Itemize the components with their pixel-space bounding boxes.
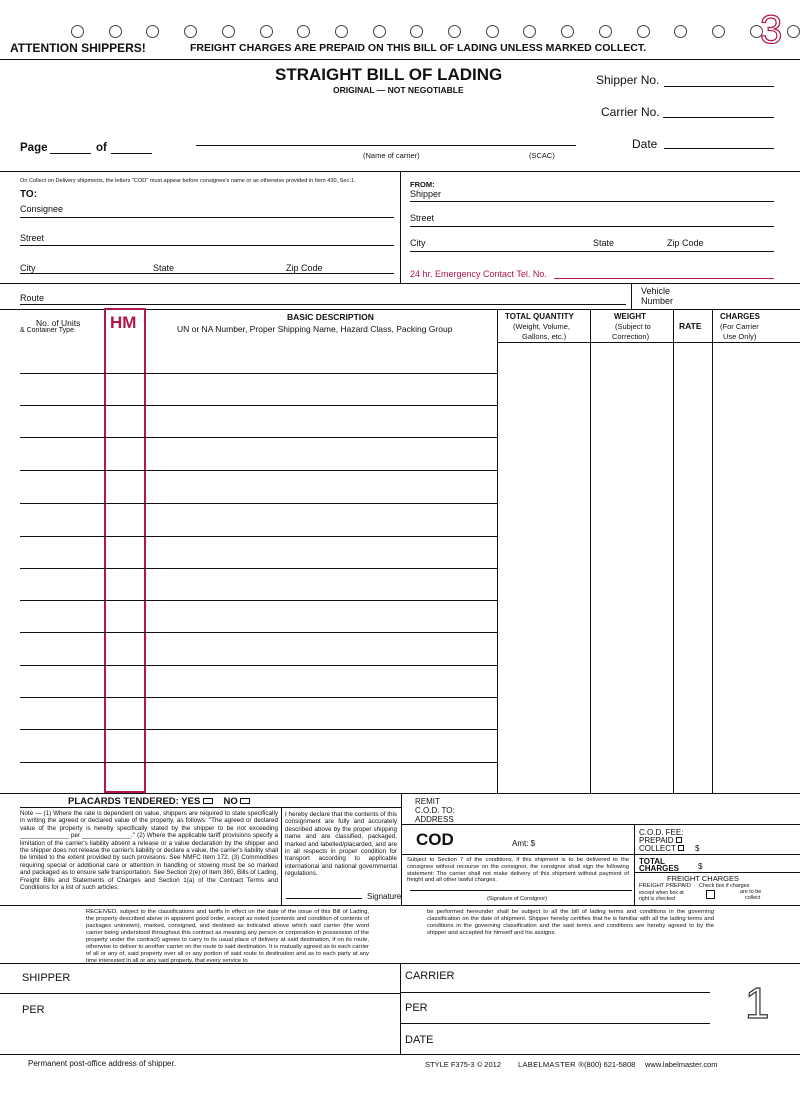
units-header-2: & Container Type <box>20 327 74 334</box>
page-field[interactable] <box>50 153 91 154</box>
total-label: TOTAL <box>639 857 665 866</box>
row-rule <box>146 697 497 698</box>
signature-field[interactable] <box>286 898 362 899</box>
row-rule <box>146 600 497 601</box>
row-rule <box>20 665 104 666</box>
col-divider-charges <box>712 309 713 793</box>
footer-brand: LABELMASTER ® <box>518 1060 585 1069</box>
carrier-signature-label: CARRIER <box>405 970 455 982</box>
prepaid-text: PREPAID <box>639 836 674 845</box>
scac-caption: (SCAC) <box>529 151 555 160</box>
row-rule <box>20 632 104 633</box>
footer-phone: (800) 621-5808 <box>584 1060 636 1069</box>
emergency-contact-label: 24 hr. Emergency Contact Tel. No. <box>410 269 547 279</box>
to-zip-label: Zip Code <box>286 263 323 273</box>
weight-header-3: Correction) <box>612 332 650 341</box>
table-bottom-rule <box>0 793 800 794</box>
shipper-signature-field[interactable] <box>0 993 400 994</box>
carrier-signature-field[interactable] <box>400 992 710 993</box>
row-rule <box>20 536 104 537</box>
header-rule <box>0 59 800 60</box>
vehicle-label: Vehicle <box>641 286 671 296</box>
carrier-per-field[interactable] <box>400 1023 710 1024</box>
vehicle-divider <box>631 283 632 309</box>
binder-hole <box>561 25 574 38</box>
from-street-field[interactable] <box>410 226 774 227</box>
to-street-label: Street <box>20 233 45 243</box>
row-rule <box>20 405 104 406</box>
hm-row-rule <box>104 373 146 374</box>
of-label: of <box>96 142 107 154</box>
binder-hole <box>373 25 386 38</box>
row-rule <box>146 729 497 730</box>
rate-header: RATE <box>679 321 702 331</box>
to-state-label: State <box>153 263 175 273</box>
fee-bottom-rule <box>634 854 800 855</box>
row-rule <box>20 470 104 471</box>
date-field[interactable] <box>664 148 774 149</box>
cod-fee-label: C.O.D. FEE: <box>639 828 684 837</box>
consignee-label: Consignee <box>20 204 64 214</box>
to-city-field[interactable] <box>20 273 394 274</box>
charges-header-2: (For Carrier <box>720 322 759 331</box>
col-divider-rate <box>673 309 674 793</box>
binder-hole <box>335 25 348 38</box>
hm-row-rule <box>104 665 146 666</box>
bottom-divider-2 <box>281 807 282 905</box>
to-city-label: City <box>20 263 36 273</box>
row-rule <box>146 437 497 438</box>
hm-column <box>104 308 146 793</box>
date-label: Date <box>632 137 658 151</box>
received-terms-right: be performed hereunder shall be subject to all the bill of lading terms and conditions in the governing classification on the date of shipment. Shipper hereby certifies that he is familiar with all the lading terms and conditions in the governing classification and the said terms and conditions are hereby agreed to by the shipper and accepted for himself and his assigns. <box>427 909 714 936</box>
quantity-header: TOTAL QUANTITY <box>505 312 574 321</box>
charges-header-3: Use Only) <box>723 332 757 341</box>
hm-row-rule <box>104 536 146 537</box>
binder-hole <box>486 25 499 38</box>
attention-shippers: ATTENTION SHIPPERS! <box>10 41 146 55</box>
row-rule <box>146 632 497 633</box>
shipper-signature-label: SHIPPER <box>22 972 71 984</box>
value-note: Note — (1) Where the rate is dependent on value, shippers are required to state specifically in writing the agreed or declared value of the property, as follows: "The agreed or declared value of the property is hereby specifically stated by the shipper to be not exceeding ______________ per ______________." (2) Where the applicable tariff provisions specify a limitation of the carrier's liability absent a release or a value declaration by the shipper and the shipper does not release the carrier's liability or declare a value, the carrier's liability shall be limited to the extent provided by such provisions. See NMFC Item 172. (3) Commodities requiring special or additional care or attention in handling or stowing must be so marked and packaged as to ensure safe transportation. See Section 2(e) of Item 360, Bills of Lading, Freight Bills and Statements of Charges and Section 1(a) of the Contract Terms and Conditions for a list of such articles. <box>20 810 278 892</box>
consignor-signature-caption: (Signature of Consignor) <box>487 896 547 902</box>
freight-prepaid-label: FREIGHT PREPAID <box>639 883 691 889</box>
from-city-label: City <box>410 238 426 248</box>
section7-statement: Subject to Section 7 of the conditions, if this shipment is to be delivered to the consignee without recourse on the consignor, the consignor shall sign the following statement: The carrier shall not make delivery of this shipment without payment of freight and all other lawful charges. <box>407 857 629 884</box>
check-box-note-2: are to be <box>740 889 762 895</box>
footer-address-note: Permanent post-office address of shipper. <box>28 1059 176 1068</box>
from-state-label: State <box>593 238 615 248</box>
to-street-field[interactable] <box>20 245 394 246</box>
row-rule <box>20 697 104 698</box>
col-divider-weight <box>590 309 591 793</box>
units-header: No. of Units <box>36 318 81 328</box>
name-of-carrier-caption: (Name of carrier) <box>363 151 420 160</box>
description-header: BASIC DESCRIPTION <box>287 312 374 322</box>
placards-rule <box>20 807 401 808</box>
row-rule <box>20 568 104 569</box>
received-terms-left: RECEIVED, subject to the classifications and tariffs in effect on the date of the issue of this Bill of Lading, the property described above in apparent good order, except as noted (contents and condition of contents of packages unknown), marked, consigned, and destined as indicated above which said carrier (the word carrier being understood throughout this contract as meaning any person or corporation in possession of the property under the contract) agrees to carry to its usual place of delivery at said destination, if on its route, otherwise to deliver to another carrier on the route to said destination. It is mutually agreed as to each carrier of all or any of, said property over all or any portion of said route to destination and as to each party at any time interested in all or any said property, that every service to <box>86 909 369 964</box>
collect-option <box>639 844 700 853</box>
copy-number-3: 3 <box>760 8 783 52</box>
check-box-note-1: Check box if charges <box>699 883 750 889</box>
weight-header-2: (Subject to <box>615 322 651 331</box>
page-label: Page <box>20 142 48 154</box>
route-field[interactable] <box>20 304 626 305</box>
bottom-divider-1 <box>401 793 402 905</box>
cod-fee-divider <box>634 824 635 905</box>
signature-label: Signature <box>367 892 402 901</box>
hm-row-rule <box>104 697 146 698</box>
row-rule <box>20 600 104 601</box>
placards-label <box>68 796 250 807</box>
placards-yes-text: PLACARDS TENDERED: YES <box>68 796 201 807</box>
shipper-per-label: PER <box>22 1004 45 1016</box>
hm-row-rule <box>104 600 146 601</box>
route-label: Route <box>20 293 45 303</box>
hm-row-rule <box>104 762 146 763</box>
remit-label: REMIT <box>415 797 440 806</box>
to-label: TO: <box>20 189 38 200</box>
description-header-2: UN or NA Number, Proper Shipping Name, Hazard Class, Packing Group <box>177 324 453 334</box>
shipper-field[interactable] <box>410 201 774 202</box>
from-zip-label: Zip Code <box>667 238 704 248</box>
hm-row-rule <box>104 632 146 633</box>
carrier-no-label: Carrier No. <box>601 105 660 119</box>
page-title: STRAIGHT BILL OF LADING <box>275 65 503 84</box>
cod-note: On Collect on Delivery shipments, the letters "COD" must appear before consignee's name or as otherwise provided in Item 430, Sec.1. <box>20 178 356 184</box>
prepaid-notice: FREIGHT CHARGES ARE PREPAID ON THIS BILL OF LADING UNLESS MARKED COLLECT. <box>190 42 646 54</box>
copy-number-1: 1 <box>745 979 770 1028</box>
binder-hole <box>260 25 273 38</box>
hm-row-rule <box>104 470 146 471</box>
row-rule <box>20 762 104 763</box>
quantity-header-2: (Weight, Volume, <box>513 322 570 331</box>
hm-header: HM <box>110 313 137 332</box>
placards-yes-checkbox[interactable] <box>203 798 213 804</box>
row-rule <box>146 405 497 406</box>
quantity-header-3: Gallons, etc.) <box>522 332 567 341</box>
binder-hole <box>184 25 197 38</box>
binder-hole <box>146 25 159 38</box>
prepaid-checkbox[interactable] <box>676 837 682 843</box>
carrier-date-label: DATE <box>405 1034 434 1046</box>
charges-label: CHARGES <box>639 864 680 873</box>
row-rule <box>146 762 497 763</box>
vehicle-number-label: Number <box>641 296 674 306</box>
consignor-signature-field[interactable] <box>410 890 632 891</box>
consignee-field[interactable] <box>20 217 394 218</box>
emergency-contact-field[interactable] <box>554 278 774 279</box>
carrier-no-field[interactable] <box>663 117 774 118</box>
total-bottom-rule <box>634 872 800 873</box>
binder-hole <box>599 25 612 38</box>
remit-bottom-rule <box>401 824 800 825</box>
hm-row-rule <box>104 437 146 438</box>
binder-hole <box>674 25 687 38</box>
shipper-no-label: Shipper No. <box>596 73 660 87</box>
binder-hole <box>712 25 725 38</box>
col-divider-qty <box>497 309 498 793</box>
collect-dollar: $ <box>695 844 700 853</box>
hm-row-rule <box>104 568 146 569</box>
binder-hole <box>109 25 122 38</box>
header-bottom-rule <box>497 342 800 343</box>
footer-style: STYLE F375-3 © 2012 <box>425 1060 501 1069</box>
freight-prepaid-note-1: except when box at <box>639 890 684 896</box>
weight-header: WEIGHT <box>614 312 646 321</box>
total-dollar: $ <box>698 862 703 871</box>
page-subtitle: ORIGINAL — NOT NEGOTIABLE <box>333 85 464 95</box>
check-box-note-3: collect <box>745 895 761 901</box>
charges-header: CHARGES <box>720 312 761 321</box>
to-from-divider <box>400 171 401 283</box>
hm-row-rule <box>104 503 146 504</box>
collect-checkbox[interactable] <box>678 845 684 851</box>
binder-hole <box>787 25 800 38</box>
carrier-name-field[interactable] <box>196 145 576 146</box>
cod-amount-label: Amt: $ <box>512 839 536 848</box>
row-rule <box>146 665 497 666</box>
hm-row-rule <box>104 405 146 406</box>
row-rule <box>20 503 104 504</box>
binder-hole <box>297 25 310 38</box>
from-label: FROM: <box>410 180 435 189</box>
shipper-no-field[interactable] <box>664 86 774 87</box>
footer-rule <box>0 1054 800 1055</box>
row-rule <box>20 373 104 374</box>
collect-text: COLLECT <box>639 844 676 853</box>
route-top-rule <box>0 283 800 284</box>
from-city-field[interactable] <box>410 251 774 252</box>
binder-hole <box>448 25 461 38</box>
binder-hole <box>222 25 235 38</box>
freight-prepaid-note-2: right is checked <box>639 896 676 902</box>
hazmat-declaration: I hereby declare that the contents of this consignment are fully and accurately described above by the proper shipping name and are classified, packaged, marked and labelled/placarded, and are in all respects in proper condition for transport according to applicable international and national governmental regulations. <box>285 811 398 878</box>
signature-divider <box>400 963 401 1054</box>
row-rule <box>146 373 497 374</box>
of-field[interactable] <box>111 153 152 154</box>
address-label: ADDRESS <box>415 815 454 824</box>
binder-hole <box>523 25 536 38</box>
binder-hole <box>71 25 84 38</box>
row-rule <box>20 437 104 438</box>
row-rule <box>20 729 104 730</box>
row-rule <box>146 503 497 504</box>
shipper-label: Shipper <box>410 189 442 199</box>
collect-charges-checkbox[interactable] <box>706 890 715 899</box>
cod-to-label: C.O.D. TO: <box>415 806 455 815</box>
footer-web: www.labelmaster.com <box>645 1060 718 1069</box>
row-rule <box>146 568 497 569</box>
cod-bottom-rule <box>401 854 634 855</box>
placards-no-text: NO <box>223 796 238 807</box>
hm-row-rule <box>104 729 146 730</box>
freight-charges-label: FREIGHT CHARGES <box>667 874 739 883</box>
row-rule <box>146 470 497 471</box>
binder-hole <box>637 25 650 38</box>
cod-label: COD <box>416 830 454 849</box>
placards-no-checkbox[interactable] <box>240 798 250 804</box>
received-top-rule <box>0 905 800 906</box>
from-street-label: Street <box>410 213 435 223</box>
row-rule <box>146 536 497 537</box>
binder-hole <box>410 25 423 38</box>
carrier-per-label: PER <box>405 1002 428 1014</box>
